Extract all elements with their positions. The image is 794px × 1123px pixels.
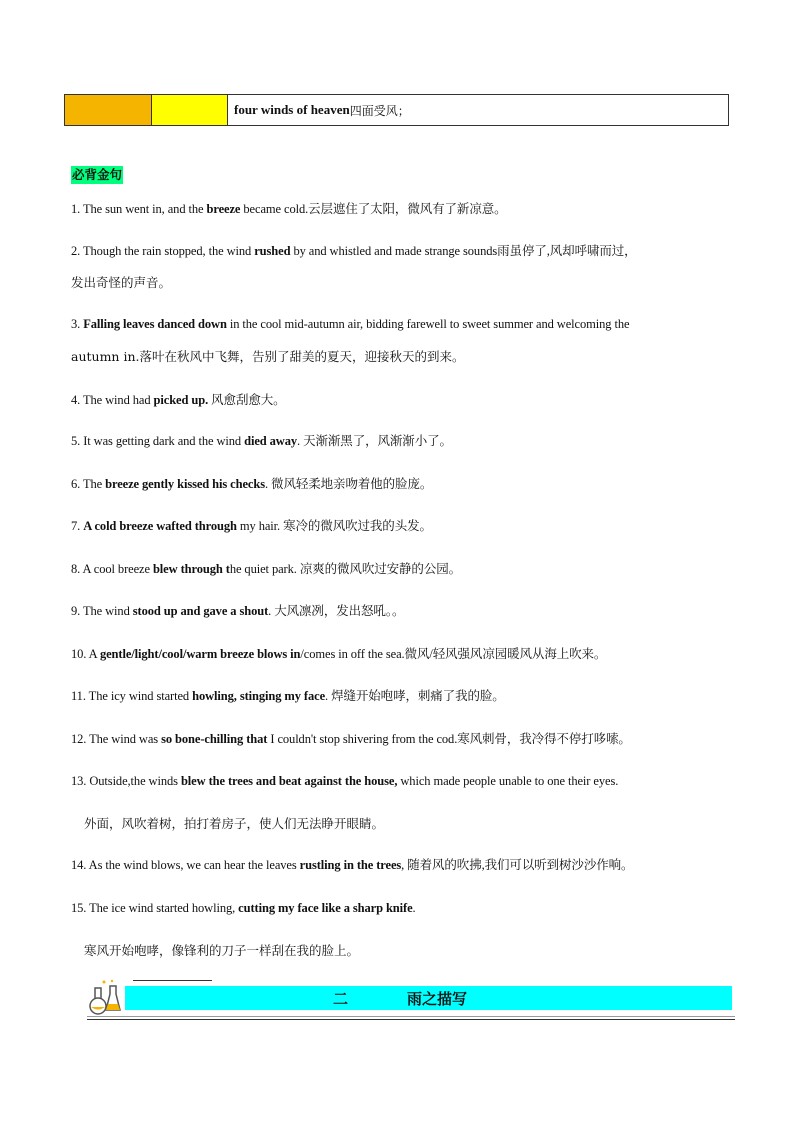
sentence-text: by and whistled and made strange sounds雨虽停了,风却呼啸而过， [290,244,637,258]
sentence-text: 6. The [71,477,106,491]
sentence-item [71,561,731,577]
sentence-text: . 焊缝开始咆哮，刺痛了我的脸。 [325,689,505,703]
sentence-item [71,433,731,449]
sentence-continuation: 外面，风吹着树，拍打着房子，使人们无法睁开眼睛。 [84,816,385,831]
sentence-continuation: 寒风开始咆哮，像锋利的刀子一样刮在我的脸上。 [84,943,360,958]
divider-line-bottom [87,1019,735,1020]
sentence-text: . [412,901,416,915]
sentence-bold-phrase: stood up and gave a shout [132,604,269,618]
sentence-bold-phrase: Falling leaves danced down [83,317,227,331]
sentence-text: 8. A cool breeze [71,562,153,576]
sentence-item [71,243,731,259]
divider-short [133,980,212,981]
table-cell-orange [65,95,152,125]
flask-icon [84,976,124,1016]
sentence-bold-phrase: blew through t [152,562,230,576]
sentence-bold-phrase: gentle/light/cool/warm breeze blows in [99,647,301,661]
sentence-item [71,731,731,747]
sentence-bold-phrase: rustling in the trees [299,858,402,872]
sentence-bold-phrase: howling, stinging my face [192,689,326,703]
table-cell-phrase [228,95,728,125]
sentence-bold-phrase: so bone-chilling that [161,732,268,746]
sentence-item [71,392,731,408]
section-heading-title: 雨之描写 [407,989,468,1008]
sentence-text: 7. [71,519,84,533]
sentence-item [71,900,731,916]
sentence-continuation: 发出奇怪的声音。 [71,275,172,290]
sentence-text: 2. Though the rain stopped, the wind [71,244,255,258]
phrase-text: four winds of heaven [234,102,350,117]
sentence-item [71,316,731,332]
sentence-text: 11. The icy wind started [71,689,193,703]
sentence-text: 10. A [71,647,100,661]
sentence-bold-phrase: died away [244,434,298,448]
sentence-text: I couldn't stop shivering from the cod.寒风刺骨，我冷得不停打哆嗦。 [267,732,631,746]
sentence-text: 4. The wind had [71,393,154,407]
sentence-text: . 大风凛冽，发出怒吼。。 [268,604,405,618]
sentence-item [71,518,731,534]
sentence-bold-phrase: breeze [206,202,241,216]
sentence-text: became cold.云层遮住了太阳，微风有了新凉意。 [240,202,507,216]
sentence-text: in the cool mid-autumn air, bidding farewell to sweet summer and welcoming the [226,317,630,331]
sentence-text: 1. The sun went in, and the [71,202,207,216]
sentence-text: 5. It was getting dark and the wind [71,434,245,448]
section-heading-bar [125,986,732,1010]
sentence-text: 14. As the wind blows, we can hear the leaves [71,858,300,872]
sentence-item [71,201,731,217]
sentence-item [71,603,731,619]
sentence-text: . 微风轻柔地亲吻着他的脸庞。 [265,477,433,491]
phrase-meaning: 四面受风； [349,103,410,118]
sentence-item [71,857,731,873]
sentence-bold-phrase: breeze gently kissed his checks [105,477,265,491]
sentence-text: , 随着风的吹拂,我们可以听到树沙沙作响。 [401,858,634,872]
sentence-bold-phrase: rushed [254,244,291,258]
table-cell-yellow [152,95,228,125]
sentence-continuation: autumn in.落叶在秋风中飞舞，告别了甜美的夏天，迎接秋天的到来。 [71,349,465,364]
sentence-text: /comes in off the sea.微风/轻风强风凉园暖风从海上吹来。 [300,647,607,661]
sentence-item [71,688,731,704]
sentence-text: 3. [71,317,84,331]
sentence-text: he quiet park. 凉爽的微风吹过安静的公园。 [229,562,462,576]
sentence-text: 9. The wind [71,604,133,618]
vocab-table-row [64,94,729,126]
sentence-item [71,646,731,662]
sentence-text: 15. The ice wind started howling, [71,901,239,915]
sentence-text: . 天渐渐黑了，风渐渐小了。 [297,434,452,448]
divider-line [87,1016,735,1017]
sentence-bold-phrase: blew the trees and beat against the house, [180,774,398,788]
section-heading-number: 二 [333,989,349,1008]
sentence-text: 风愈刮愈大。 [208,393,286,407]
sentence-bold-phrase: A cold breeze wafted through [83,519,237,533]
sentence-bold-phrase: picked up. [153,393,209,407]
sentence-text: my hair. 寒冷的微风吹过我的头发。 [236,519,432,533]
sentence-item [71,476,731,492]
sentence-bold-phrase: cutting my face like a sharp knife [238,901,413,915]
sentence-text: 12. The wind was [71,732,162,746]
sentence-item [71,773,731,789]
section-title: 必背金句 [72,167,123,182]
sentence-text: 13. Outside,the winds [71,774,181,788]
sentence-text: which made people unable to one their eyes. [397,774,619,788]
